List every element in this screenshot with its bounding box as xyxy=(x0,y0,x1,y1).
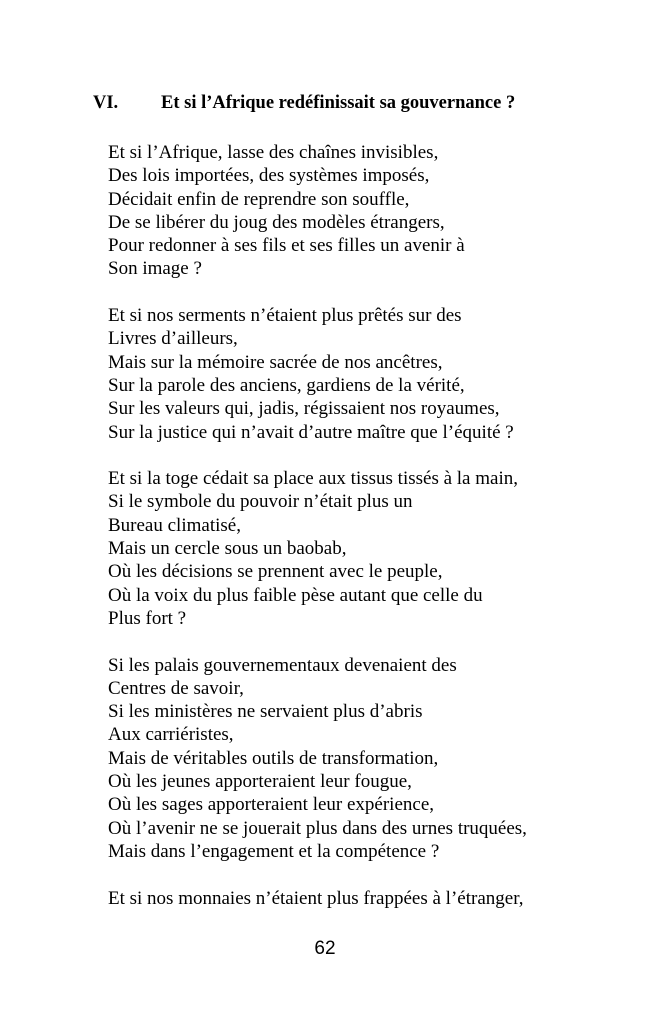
poem-line: Et si nos serments n’étaient plus prêtés sur des xyxy=(108,305,462,327)
poem-line: Si les ministères ne servaient plus d’abris xyxy=(108,701,423,723)
stanza xyxy=(108,304,628,444)
stanza xyxy=(108,467,628,630)
poem-line: Et si l’Afrique, lasse des chaînes invisibles, xyxy=(108,142,439,163)
poem-line: Où les jeunes apporteraient leur fougue, xyxy=(108,771,412,793)
poem-line: Où l’avenir ne se jouerait plus dans des urnes truquées, xyxy=(108,817,527,839)
poem-line: Mais sur la mémoire sacrée de nos ancêtres, xyxy=(108,351,443,373)
poem-line: Mais un cercle sous un baobab, xyxy=(108,538,347,560)
poem-line: Sur la parole des anciens, gardiens de la vérité, xyxy=(108,374,465,396)
poem-line: De se libérer du joug des modèles étrangers, xyxy=(108,211,445,233)
poem-line: Plus fort ? xyxy=(108,607,187,629)
section-heading xyxy=(93,91,515,115)
poem-line: Si le symbole du pouvoir n’était plus un xyxy=(108,491,413,513)
section-number: VI. xyxy=(93,93,119,113)
poem-line: Si les palais gouvernementaux devenaient des xyxy=(108,654,457,676)
poem-line: Où les décisions se prennent avec le peuple, xyxy=(108,561,443,583)
poem-line: Mais de véritables outils de transformation, xyxy=(108,747,439,769)
section-title: Et si l’Afrique redéfinissait sa gouvernance ? xyxy=(161,93,516,113)
poem-line: Son image ? xyxy=(108,258,202,280)
stanza xyxy=(108,887,628,910)
poem-line: Aux carriéristes, xyxy=(108,724,234,746)
poem-line: Sur la justice qui n’avait d’autre maître que l’équité ? xyxy=(108,421,514,443)
poem-line: Mais dans l’engagement et la compétence ? xyxy=(108,840,440,862)
stanza xyxy=(108,141,628,281)
poem-line: Bureau climatisé, xyxy=(108,514,241,536)
poem-line: Où les sages apporteraient leur expérience, xyxy=(108,794,435,816)
poem-line: Pour redonner à ses fils et ses filles un avenir à xyxy=(108,235,465,257)
poem-line: Et si nos monnaies n’étaient plus frappées à l’étranger, xyxy=(108,887,524,909)
poem-line: Sur les valeurs qui, jadis, régissaient nos royaumes, xyxy=(108,398,500,420)
poem-line: Centres de savoir, xyxy=(108,677,244,699)
poem-line: Et si la toge cédait sa place aux tissus tissés à la main, xyxy=(108,468,518,490)
poem-line: Livres d’ailleurs, xyxy=(108,328,238,350)
page-number: 62 xyxy=(314,938,336,959)
stanza xyxy=(108,654,628,864)
poem-line: Des lois importées, des systèmes imposés, xyxy=(108,165,430,187)
poem-body xyxy=(108,141,628,933)
poem-line: Décidait enfin de reprendre son souffle, xyxy=(108,188,410,210)
poem-line: Où la voix du plus faible pèse autant que celle du xyxy=(108,584,483,606)
